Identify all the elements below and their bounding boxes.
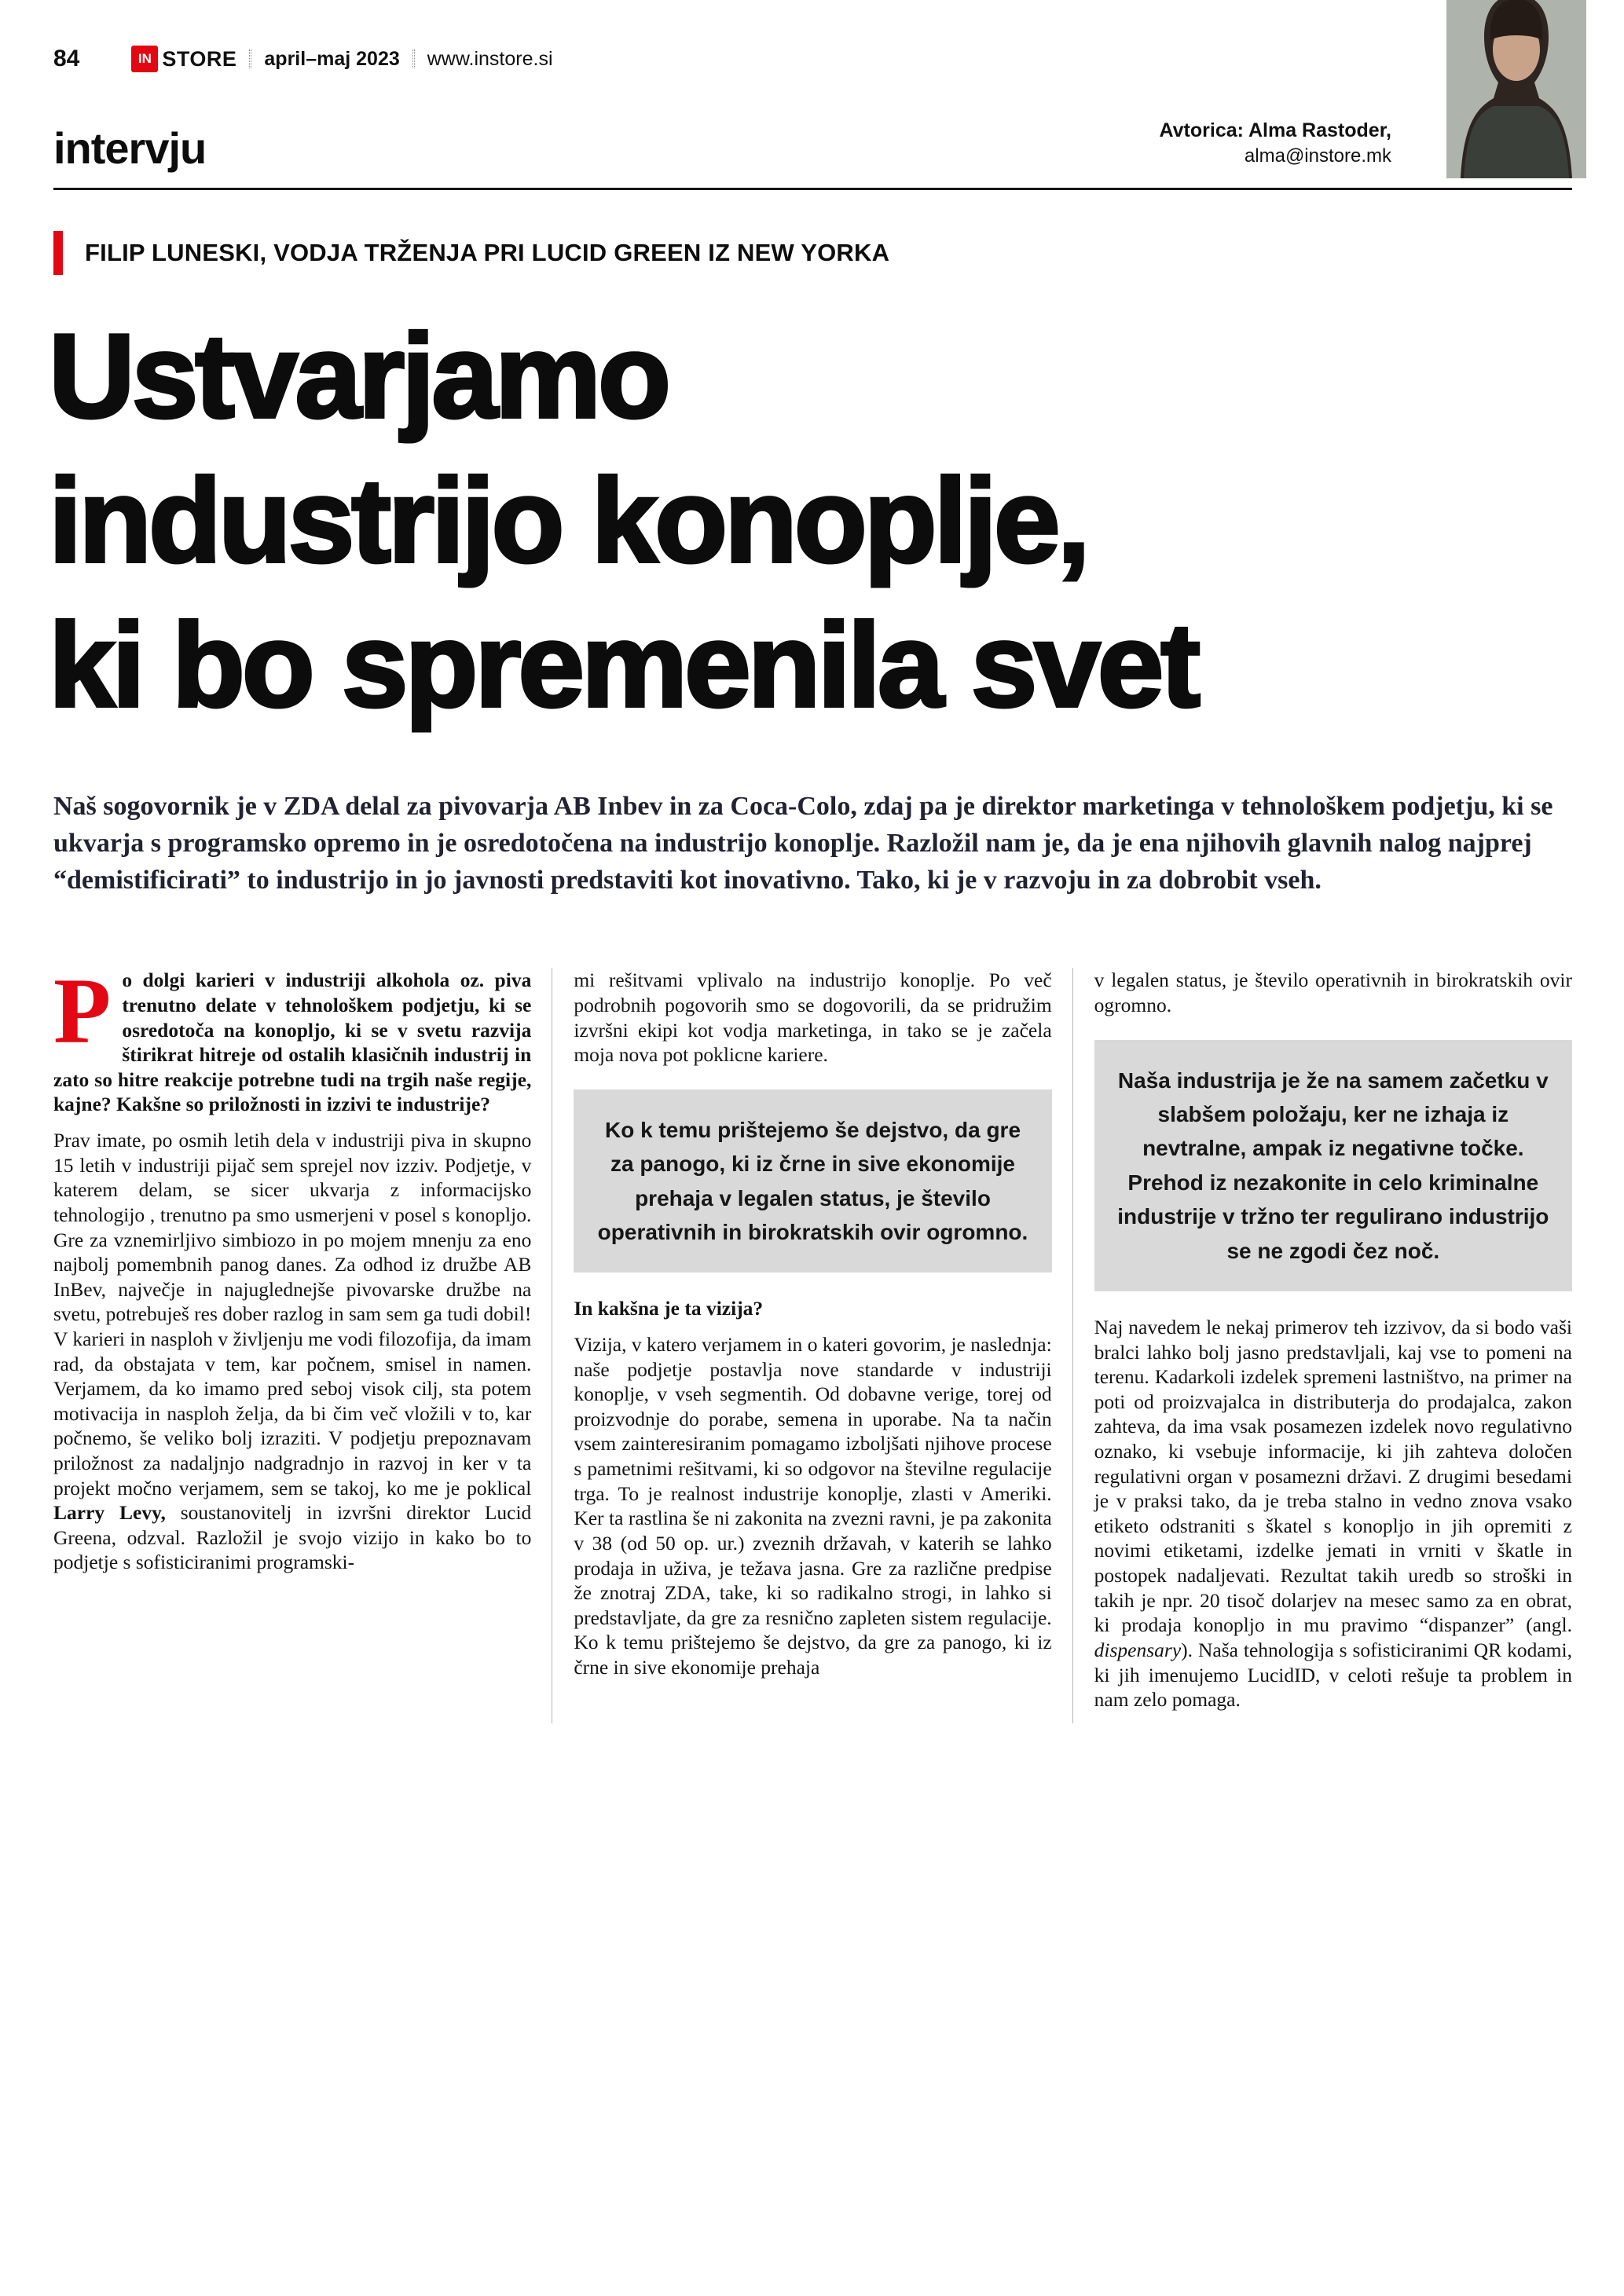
author-photo-silhouette <box>1446 0 1586 178</box>
title-line-2: industrijo konoplje, <box>49 453 1087 588</box>
article-lead: Naš sogovornik je v ZDA delal za pivovarja AB Inbev in za Coca-Colo, zdaj pa je direktor marketinga v tehnološkem podjetju, ki se ukvarja s programsko opremo in je osredotočena na industrijo konoplje. Razložil nam je, da je ena njihovih glavnih nalog najprej “demistificirati” to industrijo in jo javnosti predstaviti kot inovativno. Tako, ki je v razvoju in za dobrobit vseh. <box>53 791 1553 895</box>
title-line-1: Ustvarjamo <box>49 309 668 443</box>
paragraph: mi rešitvami vplivalo na industrijo konoplje. Po več podrobnih pogovorih smo se dogovorili, da se pridružim izvršni ekipi kot vodja marketinga, in tako se je začela moja nova pot poklicne kariere. <box>574 969 1052 1067</box>
page-number: 84 <box>53 46 80 71</box>
title-line-3: ki bo spremenila svet <box>49 598 1197 732</box>
column-2 <box>552 968 1051 1723</box>
dropcap: P <box>53 958 112 1064</box>
instore-logo <box>131 46 236 72</box>
kicker-text: FILIP LUNESKI, VODJA TRŽENJA PRI LUCID GREEN IZ NEW YORKA <box>85 239 890 266</box>
section-title: intervju <box>53 123 207 173</box>
author-photo <box>1446 0 1586 178</box>
paragraph <box>1094 1315 1572 1712</box>
paragraph: v legalen status, je število operativnih in birokratskih ovir ogromno. <box>1094 969 1572 1017</box>
website-link[interactable]: www.instore.si <box>427 47 553 70</box>
foreign-term: dispensary <box>1094 1638 1182 1661</box>
paragraph-text: ). Naša tehnologija s sofisticiranimi QR kodami, ki jih imenujemo LucidID, v celoti rešuje ta problem in nam zelo pomaga. <box>1094 1638 1572 1712</box>
paragraph-text: soustanovitelj in izvršni direktor Lucid Greena, odzval. Razložil je svojo vizijo in kako bo to podjetje s sofisticiranimi programski- <box>53 1501 532 1574</box>
author-block <box>1160 119 1391 167</box>
interview-question <box>53 958 532 1117</box>
person-name: Larry Levy, <box>53 1501 166 1525</box>
pull-quote: Naša industrija je že na samem začetku v slabšem položaju, ker ne izhaja iz nevtralne, ampak iz negativne točke. Prehod iz nezakonite in celo kriminalne industrije v tržno ter regulirano industrijo se ne zgodi čez noč. <box>1094 1040 1572 1291</box>
question-text: o dolgi karieri v industriji alkohola oz. piva trenutno delate v tehnološkem podjetju, ki se osredotoča na konopljo, ki se v svetu razvija štirikrat hitreje od ostalih klasičnih industrij in zato so hitre reakcije potrebne tudi na trgih naše regije, kajne? Kakšne so priložnosti in izzivi te industrije? <box>53 969 532 1116</box>
paragraph: Vizija, v katero verjamem in o kateri govorim, je naslednja: naše podjetje postavlja nove standarde v industriji konoplje, v vseh segmentih. Od dobavne verige, torej od proizvodnje do porabe, semena in uporabe. Na ta način vsem zainteresiranim pomagamo izboljšati njihove procese s pametnimi rešitvami, ki so odgovor na številne regulacije trga. To je realnost industrije konoplje, zlasti v Ameriki. Ker ta rastlina še ni zakonita na zvezni ravni, je pa zakonita v 38 (od 50 op. ur.) zveznih državah, v katerih se lahko prodaja in uživa, je težava jasna. Gre za različne predpise že znotraj ZDA, take, ki so radikalno strogi, in lahko si predstavljate, da gre za resnično zapleten sistem regulacije. Ko k temu prištejemo še dejstvo, da gre za panogo, ki iz črne in sive ekonomije prehaja <box>574 1333 1052 1679</box>
article-title <box>49 305 1572 738</box>
logo-store-text: STORE <box>162 46 237 71</box>
pull-quote: Ko k temu prištejemo še dejstvo, da gre za panogo, ki iz črne in sive ekonomije prehaja v legalen status, je število operativnih in birokratskih ovir ogromno. <box>574 1089 1051 1273</box>
paragraph-text: Naj navedem le nekaj primerov teh izzivov, da si bodo vaši bralci lahko bolj jasno predstavljali, kaj vse to pomeni na terenu. Kadarkoli izdelek spremeni lastništvo, na primer na poti od proizvajalca in distributerja do prodajalca, zakon zahteva, da ima vsak posamezen izdelek novo regulativno oznako, ki vsebuje informacije, ki jih zahteva določen regulativni organ v posamezni državi. Z drugimi besedami je v praksi tako, da je treba stalno in vedno znova vsako etiketo odstraniti s škatel s konopljo in jih opremiti z novimi etiketami, izdelke jemati in vrniti v škatle in postopek nadaljevati. Rezultat takih uredb so stroški in takih je npr. 20 tisoč dolarjev na mesec samo za en obrat, ki prodaja konopljo in mu pravimo “dispanzer” (angl. <box>1094 1316 1572 1637</box>
page-header <box>53 0 1572 190</box>
paragraph-text: Prav imate, po osmih letih dela v industriji piva in skupno 15 letih v industriji pijač sem sprejel nov izziv. Podjetje, v katerem delam, se sicer ukvarja z informacijsko tehnologijo , trenutno pa smo usmerjeni v posel s konopljo. Gre za vznemirljivo simbiozo in po mojem mnenju za eno najbolj pomembnih panog danes. Za odhod iz družbe AB InBev, največje in najuglednejše pivovarske družbe na svetu, potrebuješ res dober razlog in sam sem ga tudi dobil! V karieri in nasploh v življenju me vodi filozofija, da imam rad, da obstajata v tem, kar počnem, smisel in namen. Verjamem, da ko imamo pred seboj visok cilj, sta potem motivacija in nasploh želja, da bi čim več vložili v to, kar počnemo, še veliko bolj izraziti. V podjetju prepoznavam priložnost za nadaljnjo nadgradnjo in razvoj in ker v ta projekt močno verjamem, sem se takoj, ko me je poklical <box>53 1129 532 1500</box>
column-3 <box>1072 968 1572 1723</box>
issue-date: april–maj 2023 <box>264 47 400 70</box>
logo-in-icon: IN <box>131 46 158 72</box>
article-body <box>53 958 1572 1723</box>
header-topline <box>53 46 553 72</box>
column-1 <box>53 958 532 1723</box>
author-name: Avtorica: Alma Rastoder, <box>1159 119 1391 141</box>
divider <box>249 49 251 68</box>
paragraph <box>53 1128 531 1575</box>
author-email-link[interactable]: alma@instore.mk <box>1244 145 1391 167</box>
divider <box>412 49 415 68</box>
article-kicker <box>53 231 1572 275</box>
interview-subhead: In kakšna je ta vizija? <box>574 1297 764 1320</box>
